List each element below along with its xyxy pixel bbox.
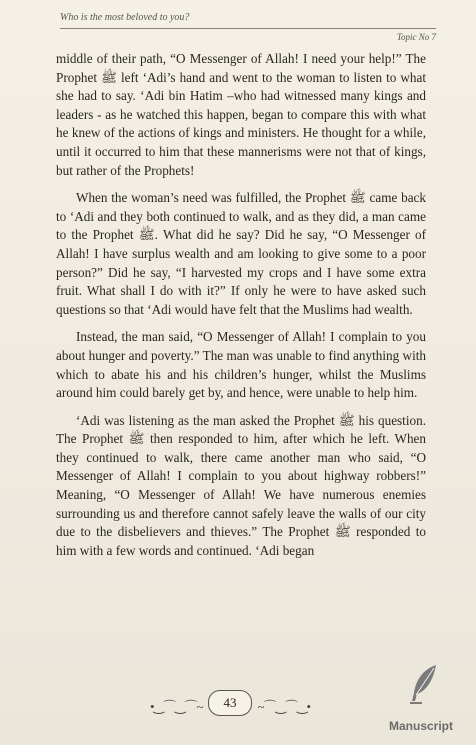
manuscript-watermark (376, 663, 466, 733)
ornament-left-icon: •‿⌒‿⌒~ (150, 699, 203, 714)
page-number: 43 (208, 690, 252, 716)
running-header (60, 10, 436, 42)
page-footer (150, 690, 310, 716)
feather-quill-icon (406, 663, 440, 705)
paragraph-3: Instead, the man said, “O Messenger of Allah! I complain to you about hunger and poverty.” The man was unable to find anything with which to abate his and his children’s hunger, whilst the Muslims around him could barely get by, and hence, were unable to help him. (56, 329, 426, 401)
paragraph-2: When the woman’s need was fulfilled, the Prophet ﷺ came back to ‘Adi and they both continued to walk, and as they did, a man came to the Prophet ﷺ. What did he say? Did he say, “O Messenger of Allah! I have surplus wealth and am looking to give some to a poor person?” Did he say, “I harvested my crops and I have some extra fruit. What shall I do with it?” If only he were to have asked such questions so that ‘Adi would have felt that the Muslims had wealth. (56, 190, 426, 317)
ornament-right-icon: ~⌒‿⌒‿• (257, 699, 310, 714)
body-text (56, 50, 426, 569)
paragraph-4: ‘Adi was listening as the man asked the Prophet ﷺ his question. The Prophet ﷺ then responded to him, after which he left. When they continued to walk, there came another man who said, “O Messenger of Allah! I complain to you about highway robbers!” Meaning, “O Messenger of Allah! We have numerous enemies surrounding us and therefore cannot safely leave the walls of our city due to the disbelievers and thieves.” The Prophet ﷺ responded to him with a few words and continued. ‘Adi began (56, 412, 426, 558)
topic-label: Topic No 7 (396, 32, 436, 42)
paragraph-1: middle of their path, “O Messenger of Allah! I need your help!” The Prophet ﷺ left ‘Adi’s hand and went to the woman to listen to what she had to say. ‘Adi bin Hatim –who had witnessed many kings and leaders - as he watched this happen, began to compare this with what he knew of the actions of kings and ministers. He thought for a while, until it occurred to him that these mannerisms were not that of kings, but rather of the Prophets! (56, 51, 426, 178)
running-title: Who is the most beloved to you? (60, 12, 190, 23)
watermark-label: Manuscript (388, 719, 453, 733)
